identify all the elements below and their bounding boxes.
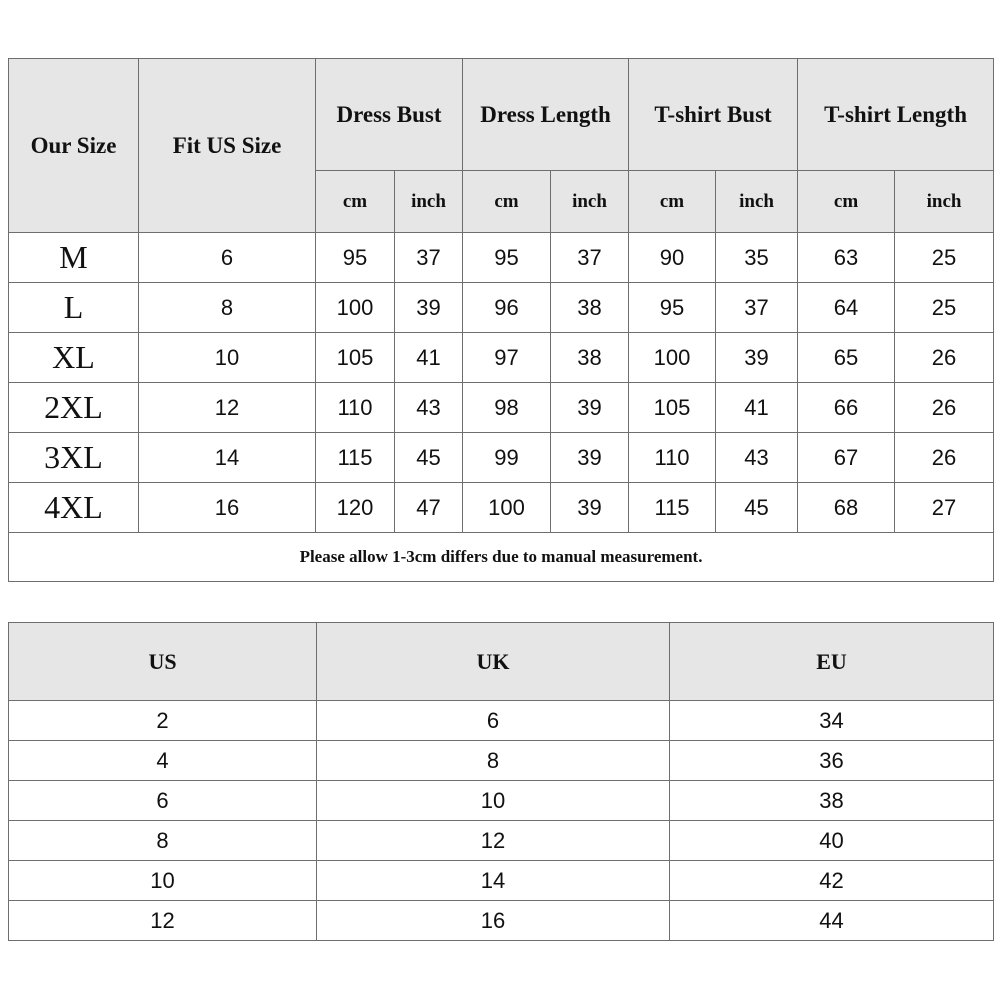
- eu-cell: 44: [670, 901, 994, 941]
- measurement-note: Please allow 1-3cm differs due to manual measurement.: [9, 533, 994, 582]
- measurement-cell: 43: [716, 433, 798, 483]
- measurement-cell: 38: [551, 333, 629, 383]
- header-us: US: [9, 623, 317, 701]
- measurement-cell: 37: [551, 233, 629, 283]
- size-row: [9, 383, 994, 433]
- unit-header: cm: [798, 171, 895, 233]
- eu-cell: 42: [670, 861, 994, 901]
- measurement-cell: 105: [629, 383, 716, 433]
- us-size-cell: 14: [139, 433, 316, 483]
- measurement-cell: 45: [716, 483, 798, 533]
- measurement-cell: 26: [895, 333, 994, 383]
- our-size-cell: L: [9, 283, 139, 333]
- measurement-cell: 38: [551, 283, 629, 333]
- measurement-cell: 25: [895, 283, 994, 333]
- us-cell: 4: [9, 741, 317, 781]
- header-fit-us-size: Fit US Size: [139, 59, 316, 233]
- measurement-cell: 98: [463, 383, 551, 433]
- us-cell: 10: [9, 861, 317, 901]
- size-row: [9, 483, 994, 533]
- measurement-cell: 26: [895, 433, 994, 483]
- uk-cell: 14: [317, 861, 670, 901]
- header-tshirt-bust: T-shirt Bust: [629, 59, 798, 171]
- conversion-row: [9, 781, 994, 821]
- measurement-cell: 37: [716, 283, 798, 333]
- measurement-cell: 110: [316, 383, 395, 433]
- measurement-cell: 39: [716, 333, 798, 383]
- unit-header: inch: [895, 171, 994, 233]
- uk-cell: 8: [317, 741, 670, 781]
- uk-cell: 16: [317, 901, 670, 941]
- measurement-cell: 105: [316, 333, 395, 383]
- eu-cell: 34: [670, 701, 994, 741]
- measurement-cell: 115: [629, 483, 716, 533]
- measurement-cell: 35: [716, 233, 798, 283]
- measurement-cell: 110: [629, 433, 716, 483]
- uk-cell: 12: [317, 821, 670, 861]
- measurement-cell: 68: [798, 483, 895, 533]
- measurement-cell: 25: [895, 233, 994, 283]
- measurement-cell: 26: [895, 383, 994, 433]
- us-cell: 12: [9, 901, 317, 941]
- size-conversion-table: [8, 622, 994, 941]
- measurement-cell: 99: [463, 433, 551, 483]
- conversion-row: [9, 741, 994, 781]
- conversion-row: [9, 821, 994, 861]
- measurement-cell: 39: [551, 483, 629, 533]
- header-dress-length: Dress Length: [463, 59, 629, 171]
- header-dress-bust: Dress Bust: [316, 59, 463, 171]
- measurement-cell: 27: [895, 483, 994, 533]
- us-size-cell: 6: [139, 233, 316, 283]
- eu-cell: 38: [670, 781, 994, 821]
- us-size-cell: 12: [139, 383, 316, 433]
- measurement-cell: 39: [395, 283, 463, 333]
- us-size-cell: 16: [139, 483, 316, 533]
- header-uk: UK: [317, 623, 670, 701]
- conversion-row: [9, 861, 994, 901]
- uk-cell: 6: [317, 701, 670, 741]
- us-cell: 8: [9, 821, 317, 861]
- measurement-cell: 39: [551, 383, 629, 433]
- header-eu: EU: [670, 623, 994, 701]
- conversion-row: [9, 901, 994, 941]
- measurement-cell: 67: [798, 433, 895, 483]
- measurement-cell: 43: [395, 383, 463, 433]
- measurement-cell: 66: [798, 383, 895, 433]
- us-cell: 2: [9, 701, 317, 741]
- unit-header: inch: [395, 171, 463, 233]
- us-cell: 6: [9, 781, 317, 821]
- us-size-cell: 8: [139, 283, 316, 333]
- measurement-cell: 100: [629, 333, 716, 383]
- measurement-cell: 100: [316, 283, 395, 333]
- header-tshirt-length: T-shirt Length: [798, 59, 994, 171]
- measurement-cell: 100: [463, 483, 551, 533]
- measurement-cell: 115: [316, 433, 395, 483]
- unit-header: cm: [463, 171, 551, 233]
- our-size-cell: 2XL: [9, 383, 139, 433]
- measurement-cell: 41: [716, 383, 798, 433]
- measurement-cell: 64: [798, 283, 895, 333]
- size-row: [9, 433, 994, 483]
- measurement-cell: 63: [798, 233, 895, 283]
- measurement-cell: 95: [316, 233, 395, 283]
- our-size-cell: XL: [9, 333, 139, 383]
- measurement-cell: 39: [551, 433, 629, 483]
- uk-cell: 10: [317, 781, 670, 821]
- measurement-cell: 90: [629, 233, 716, 283]
- measurement-cell: 97: [463, 333, 551, 383]
- size-row: [9, 233, 994, 283]
- us-size-cell: 10: [139, 333, 316, 383]
- unit-header: cm: [316, 171, 395, 233]
- conversion-chart-body: [9, 701, 994, 941]
- header-our-size: Our Size: [9, 59, 139, 233]
- measurement-cell: 65: [798, 333, 895, 383]
- our-size-cell: 4XL: [9, 483, 139, 533]
- measurement-cell: 45: [395, 433, 463, 483]
- size-chart-table: [8, 58, 994, 582]
- size-chart-body: [9, 233, 994, 533]
- measurement-cell: 41: [395, 333, 463, 383]
- measurement-cell: 95: [463, 233, 551, 283]
- measurement-cell: 120: [316, 483, 395, 533]
- unit-header: cm: [629, 171, 716, 233]
- unit-header: inch: [551, 171, 629, 233]
- size-row: [9, 283, 994, 333]
- measurement-cell: 47: [395, 483, 463, 533]
- eu-cell: 36: [670, 741, 994, 781]
- measurement-cell: 95: [629, 283, 716, 333]
- our-size-cell: M: [9, 233, 139, 283]
- eu-cell: 40: [670, 821, 994, 861]
- size-row: [9, 333, 994, 383]
- measurement-cell: 37: [395, 233, 463, 283]
- our-size-cell: 3XL: [9, 433, 139, 483]
- conversion-row: [9, 701, 994, 741]
- measurement-cell: 96: [463, 283, 551, 333]
- unit-header: inch: [716, 171, 798, 233]
